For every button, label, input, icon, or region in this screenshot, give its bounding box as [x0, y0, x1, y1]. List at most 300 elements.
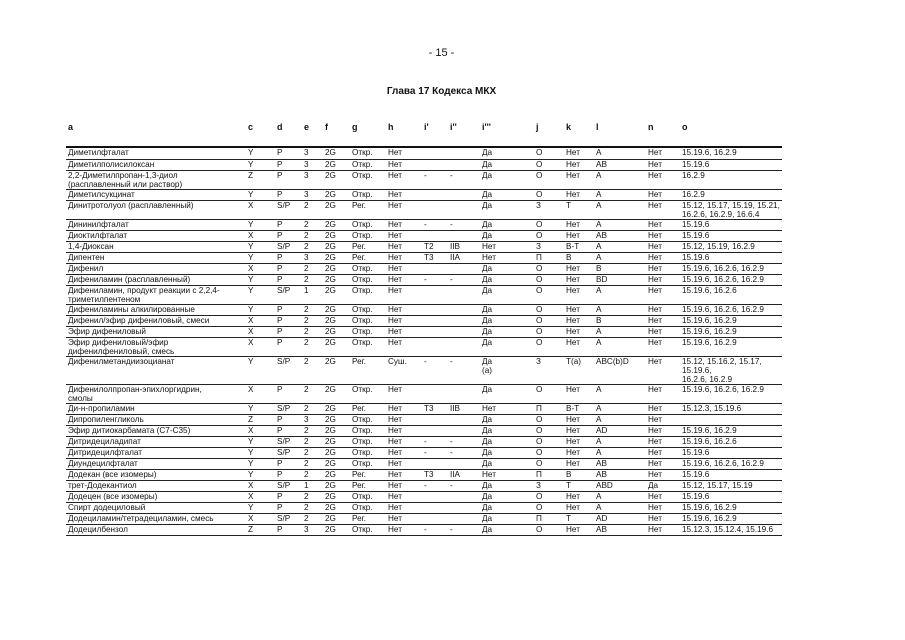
- cell-product-name: Диметилсукцинат: [66, 189, 246, 200]
- cell-pollution-category: Y: [246, 403, 275, 414]
- cell-special-requirements: 15.19.6, 16.2.9: [680, 425, 782, 436]
- column-header-row: [0, 122, 905, 136]
- table-row: [66, 263, 782, 274]
- cell-temperature-class: [422, 159, 448, 170]
- cell-special-requirements: 15.19.6, 16.2.6, 16.2.9: [680, 274, 782, 285]
- cell-temperature-class: [422, 425, 448, 436]
- cell-fire-protection: A: [594, 436, 646, 447]
- cell-pollution-category: X: [246, 337, 275, 356]
- cell-tank-type: 2G: [323, 326, 350, 337]
- cell-hazards: P: [275, 170, 302, 189]
- table-row: [66, 219, 782, 230]
- cell-tank-vents: Откр.: [350, 230, 386, 241]
- cell-hazards: P: [275, 458, 302, 469]
- cell-fire-protection: AB: [594, 524, 646, 535]
- cell-emergency-equipment: Нет: [646, 241, 680, 252]
- table-row: [66, 241, 782, 252]
- cell-fire-protection: ABC(b)D: [594, 356, 646, 384]
- cell-flashpoint-exceeds-60: Да: [480, 159, 534, 170]
- cell-apparatus-group: -: [448, 524, 480, 535]
- cell-flashpoint-exceeds-60: Да (a): [480, 356, 534, 384]
- table-row: [66, 315, 782, 326]
- cell-vapour-detection: Нет: [564, 189, 594, 200]
- cell-tank-environment: Нет: [386, 480, 422, 491]
- cell-tank-environment: Нет: [386, 230, 422, 241]
- cell-special-requirements: 15.12, 15.16.2, 15.17, 15.19.6, 16.2.6, 16.2.9: [680, 356, 782, 384]
- cell-fire-protection: ABD: [594, 480, 646, 491]
- cell-tank-vents: Откр.: [350, 337, 386, 356]
- cell-ship-type: 3: [302, 170, 323, 189]
- column-header-i3: i''': [482, 122, 491, 132]
- cell-emergency-equipment: Нет: [646, 263, 680, 274]
- cell-flashpoint-exceeds-60: Да: [480, 524, 534, 535]
- cell-ship-type: 1: [302, 285, 323, 304]
- cell-ship-type: 3: [302, 159, 323, 170]
- cell-product-name: Диметилполисилоксан: [66, 159, 246, 170]
- cell-gauging: O: [534, 189, 564, 200]
- cell-ship-type: 2: [302, 200, 323, 219]
- cell-fire-protection: B: [594, 315, 646, 326]
- cell-tank-vents: Откр.: [350, 458, 386, 469]
- cell-pollution-category: Y: [246, 219, 275, 230]
- cell-tank-type: 2G: [323, 502, 350, 513]
- cell-vapour-detection: Нет: [564, 159, 594, 170]
- cell-pollution-category: X: [246, 384, 275, 403]
- cell-vapour-detection: Нет: [564, 458, 594, 469]
- cell-vapour-detection: Нет: [564, 326, 594, 337]
- cell-hazards: P: [275, 148, 302, 159]
- table-row: [66, 159, 782, 170]
- cell-special-requirements: 15.19.6: [680, 469, 782, 480]
- cell-apparatus-group: [448, 189, 480, 200]
- cell-emergency-equipment: Нет: [646, 425, 680, 436]
- page-number: - 15 -: [428, 47, 455, 59]
- cell-vapour-detection: Нет: [564, 148, 594, 159]
- cell-emergency-equipment: Нет: [646, 148, 680, 159]
- table-row: [66, 274, 782, 285]
- cell-tank-type: 2G: [323, 513, 350, 524]
- cell-emergency-equipment: Нет: [646, 513, 680, 524]
- cell-apparatus-group: -: [448, 219, 480, 230]
- cell-tank-type: 2G: [323, 285, 350, 304]
- cell-apparatus-group: -: [448, 447, 480, 458]
- cell-ship-type: 3: [302, 148, 323, 159]
- cell-tank-type: 2G: [323, 524, 350, 535]
- cell-gauging: П: [534, 469, 564, 480]
- cell-flashpoint-exceeds-60: Да: [480, 170, 534, 189]
- cell-hazards: P: [275, 304, 302, 315]
- cell-pollution-category: Z: [246, 524, 275, 535]
- cell-apparatus-group: [448, 304, 480, 315]
- cell-vapour-detection: Нет: [564, 219, 594, 230]
- cell-hazards: P: [275, 502, 302, 513]
- cell-temperature-class: -: [422, 170, 448, 189]
- cell-product-name: Дипентен: [66, 252, 246, 263]
- cell-tank-vents: Рег.: [350, 200, 386, 219]
- cell-tank-vents: Откр.: [350, 384, 386, 403]
- cell-vapour-detection: Нет: [564, 436, 594, 447]
- cell-ship-type: 2: [302, 502, 323, 513]
- cell-tank-type: 2G: [323, 219, 350, 230]
- cell-tank-vents: Рег.: [350, 469, 386, 480]
- cell-tank-environment: Нет: [386, 241, 422, 252]
- table-body: [66, 148, 782, 535]
- cell-apparatus-group: [448, 502, 480, 513]
- cell-tank-vents: Рег.: [350, 403, 386, 414]
- cell-gauging: O: [534, 148, 564, 159]
- cell-emergency-equipment: Нет: [646, 230, 680, 241]
- cell-fire-protection: AB: [594, 469, 646, 480]
- cell-pollution-category: X: [246, 230, 275, 241]
- cell-gauging: O: [534, 170, 564, 189]
- cell-flashpoint-exceeds-60: Да: [480, 447, 534, 458]
- cell-ship-type: 2: [302, 384, 323, 403]
- table-row: [66, 458, 782, 469]
- cell-product-name: Дифенилметандиизоцианат: [66, 356, 246, 384]
- cell-hazards: P: [275, 384, 302, 403]
- cell-temperature-class: T2: [422, 241, 448, 252]
- cell-tank-vents: Откр.: [350, 263, 386, 274]
- cell-temperature-class: [422, 285, 448, 304]
- cell-special-requirements: 15.12.3, 15.19.6: [680, 403, 782, 414]
- cell-tank-environment: Нет: [386, 502, 422, 513]
- cell-gauging: O: [534, 337, 564, 356]
- cell-flashpoint-exceeds-60: Да: [480, 502, 534, 513]
- cell-special-requirements: 15.19.6, 16.2.6, 16.2.9: [680, 263, 782, 274]
- cell-vapour-detection: T: [564, 200, 594, 219]
- cell-temperature-class: [422, 337, 448, 356]
- cell-apparatus-group: [448, 425, 480, 436]
- cell-hazards: P: [275, 469, 302, 480]
- cell-special-requirements: 16.2.9: [680, 189, 782, 200]
- cell-emergency-equipment: Нет: [646, 469, 680, 480]
- cell-gauging: O: [534, 304, 564, 315]
- cell-product-name: Ди-н-пропиламин: [66, 403, 246, 414]
- cell-apparatus-group: [448, 285, 480, 304]
- column-header-e: e: [304, 122, 310, 132]
- cell-tank-type: 2G: [323, 480, 350, 491]
- table-row: [66, 480, 782, 491]
- cell-hazards: P: [275, 219, 302, 230]
- cell-flashpoint-exceeds-60: Да: [480, 425, 534, 436]
- cell-tank-environment: Нет: [386, 159, 422, 170]
- cell-tank-environment: Нет: [386, 189, 422, 200]
- cell-ship-type: 2: [302, 274, 323, 285]
- column-header-i1: i': [424, 122, 429, 132]
- cell-ship-type: 3: [302, 414, 323, 425]
- cell-temperature-class: -: [422, 356, 448, 384]
- cell-gauging: O: [534, 159, 564, 170]
- cell-temperature-class: [422, 384, 448, 403]
- cell-tank-environment: Нет: [386, 425, 422, 436]
- cell-emergency-equipment: Нет: [646, 403, 680, 414]
- cell-pollution-category: X: [246, 513, 275, 524]
- cell-tank-vents: Откр.: [350, 414, 386, 425]
- cell-flashpoint-exceeds-60: Да: [480, 513, 534, 524]
- cell-flashpoint-exceeds-60: Да: [480, 436, 534, 447]
- cell-pollution-category: Y: [246, 447, 275, 458]
- cell-gauging: П: [534, 403, 564, 414]
- cell-tank-environment: Нет: [386, 326, 422, 337]
- cell-special-requirements: 15.19.6, 16.2.9: [680, 148, 782, 159]
- cell-gauging: O: [534, 263, 564, 274]
- cell-special-requirements: 15.19.6: [680, 252, 782, 263]
- cell-temperature-class: [422, 263, 448, 274]
- cell-special-requirements: 15.19.6, 16.2.9: [680, 315, 782, 326]
- cell-temperature-class: -: [422, 436, 448, 447]
- cell-product-name: Дитридецилфталат: [66, 447, 246, 458]
- cell-gauging: П: [534, 513, 564, 524]
- cell-tank-type: 2G: [323, 315, 350, 326]
- cell-vapour-detection: Нет: [564, 425, 594, 436]
- cell-ship-type: 2: [302, 356, 323, 384]
- cell-tank-type: 2G: [323, 159, 350, 170]
- column-header-f: f: [325, 122, 328, 132]
- cell-tank-vents: Откр.: [350, 170, 386, 189]
- cell-hazards: S/P: [275, 200, 302, 219]
- cell-tank-vents: Откр.: [350, 436, 386, 447]
- cell-flashpoint-exceeds-60: Да: [480, 384, 534, 403]
- cell-fire-protection: A: [594, 502, 646, 513]
- cell-hazards: P: [275, 230, 302, 241]
- cell-temperature-class: [422, 491, 448, 502]
- cell-apparatus-group: IIB: [448, 403, 480, 414]
- cell-pollution-category: Z: [246, 170, 275, 189]
- cell-gauging: З: [534, 200, 564, 219]
- cell-pollution-category: Y: [246, 274, 275, 285]
- cell-vapour-detection: T: [564, 513, 594, 524]
- cell-tank-environment: Нет: [386, 263, 422, 274]
- cell-fire-protection: A: [594, 384, 646, 403]
- cell-tank-vents: Откр.: [350, 502, 386, 513]
- cell-fire-protection: AB: [594, 230, 646, 241]
- cell-fire-protection: A: [594, 170, 646, 189]
- cell-temperature-class: T3: [422, 403, 448, 414]
- cell-gauging: П: [534, 252, 564, 263]
- cell-hazards: P: [275, 159, 302, 170]
- cell-fire-protection: AB: [594, 458, 646, 469]
- cell-tank-vents: Откр.: [350, 219, 386, 230]
- cell-emergency-equipment: Нет: [646, 337, 680, 356]
- cell-flashpoint-exceeds-60: Да: [480, 200, 534, 219]
- table-row: [66, 337, 782, 356]
- cell-pollution-category: Y: [246, 159, 275, 170]
- document-title: Глава 17 Кодекса МКХ: [386, 86, 497, 97]
- cell-tank-vents: Откр.: [350, 189, 386, 200]
- cell-tank-vents: Рег.: [350, 252, 386, 263]
- cell-vapour-detection: T(a): [564, 356, 594, 384]
- cell-product-name: Додекан (все изомеры): [66, 469, 246, 480]
- cell-pollution-category: Y: [246, 469, 275, 480]
- cell-gauging: O: [534, 491, 564, 502]
- cell-fire-protection: A: [594, 252, 646, 263]
- cell-temperature-class: [422, 513, 448, 524]
- column-header-o: o: [682, 122, 688, 132]
- cell-flashpoint-exceeds-60: Нет: [480, 469, 534, 480]
- cell-tank-vents: Рег.: [350, 513, 386, 524]
- cell-fire-protection: A: [594, 148, 646, 159]
- cell-tank-type: 2G: [323, 491, 350, 502]
- cell-temperature-class: [422, 189, 448, 200]
- cell-vapour-detection: Нет: [564, 170, 594, 189]
- cell-tank-type: 2G: [323, 414, 350, 425]
- table-row: [66, 469, 782, 480]
- cell-tank-environment: Нет: [386, 315, 422, 326]
- cell-tank-type: 2G: [323, 263, 350, 274]
- cell-flashpoint-exceeds-60: Нет: [480, 252, 534, 263]
- cell-ship-type: 2: [302, 403, 323, 414]
- cell-vapour-detection: Нет: [564, 491, 594, 502]
- table-row: [66, 414, 782, 425]
- cell-gauging: O: [534, 230, 564, 241]
- cell-tank-type: 2G: [323, 447, 350, 458]
- cell-apparatus-group: -: [448, 170, 480, 189]
- cell-tank-vents: Рег.: [350, 241, 386, 252]
- column-header-g: g: [352, 122, 358, 132]
- cell-temperature-class: -: [422, 219, 448, 230]
- cell-tank-type: 2G: [323, 458, 350, 469]
- cell-temperature-class: [422, 502, 448, 513]
- cell-tank-environment: Нет: [386, 304, 422, 315]
- cell-apparatus-group: [448, 491, 480, 502]
- cell-gauging: O: [534, 458, 564, 469]
- cell-special-requirements: 15.12, 15.17, 15.19, 15.21, 16.2.6, 16.2.9, 16.6.4: [680, 200, 782, 219]
- cell-apparatus-group: [448, 458, 480, 469]
- cell-tank-type: 2G: [323, 189, 350, 200]
- cargo-table: [66, 148, 782, 536]
- cell-flashpoint-exceeds-60: Нет: [480, 241, 534, 252]
- cell-special-requirements: 15.19.6, 16.2.6: [680, 436, 782, 447]
- cell-vapour-detection: Нет: [564, 384, 594, 403]
- cell-hazards: P: [275, 315, 302, 326]
- cell-tank-vents: Откр.: [350, 447, 386, 458]
- cell-emergency-equipment: Нет: [646, 189, 680, 200]
- cell-product-name: Дитридециладипат: [66, 436, 246, 447]
- cell-gauging: O: [534, 219, 564, 230]
- cell-emergency-equipment: Нет: [646, 315, 680, 326]
- cell-tank-vents: Откр.: [350, 524, 386, 535]
- column-header-a: a: [68, 122, 74, 132]
- cell-emergency-equipment: Да: [646, 480, 680, 491]
- cell-temperature-class: [422, 200, 448, 219]
- cell-gauging: З: [534, 480, 564, 491]
- cell-ship-type: 2: [302, 337, 323, 356]
- cell-gauging: O: [534, 274, 564, 285]
- cell-gauging: З: [534, 241, 564, 252]
- cell-flashpoint-exceeds-60: Да: [480, 274, 534, 285]
- cell-vapour-detection: Нет: [564, 263, 594, 274]
- cell-ship-type: 2: [302, 447, 323, 458]
- cell-pollution-category: Y: [246, 436, 275, 447]
- cell-ship-type: 2: [302, 315, 323, 326]
- cell-vapour-detection: Нет: [564, 304, 594, 315]
- cell-product-name: Додецилбензол: [66, 524, 246, 535]
- cell-emergency-equipment: Нет: [646, 285, 680, 304]
- cell-hazards: S/P: [275, 403, 302, 414]
- cell-hazards: P: [275, 252, 302, 263]
- cell-ship-type: 3: [302, 252, 323, 263]
- cell-tank-vents: Откр.: [350, 285, 386, 304]
- cell-emergency-equipment: Нет: [646, 414, 680, 425]
- cell-temperature-class: -: [422, 447, 448, 458]
- cell-special-requirements: 15.12, 15.17, 15.19: [680, 480, 782, 491]
- cell-pollution-category: Y: [246, 502, 275, 513]
- cell-pollution-category: Y: [246, 304, 275, 315]
- cell-tank-environment: Нет: [386, 513, 422, 524]
- cell-tank-environment: Нет: [386, 200, 422, 219]
- cell-tank-environment: Нет: [386, 447, 422, 458]
- cell-temperature-class: -: [422, 274, 448, 285]
- cell-emergency-equipment: Нет: [646, 170, 680, 189]
- table-row: [66, 403, 782, 414]
- cell-fire-protection: AD: [594, 513, 646, 524]
- cell-apparatus-group: [448, 230, 480, 241]
- cell-product-name: Эфир дитиокарбамата (C7-C35): [66, 425, 246, 436]
- cell-hazards: P: [275, 414, 302, 425]
- cell-hazards: P: [275, 274, 302, 285]
- cell-fire-protection: AD: [594, 425, 646, 436]
- cell-hazards: S/P: [275, 480, 302, 491]
- table-row: [66, 304, 782, 315]
- cell-temperature-class: [422, 414, 448, 425]
- cell-tank-type: 2G: [323, 200, 350, 219]
- cell-temperature-class: [422, 315, 448, 326]
- cell-apparatus-group: [448, 315, 480, 326]
- cell-flashpoint-exceeds-60: Да: [480, 189, 534, 200]
- table-row: [66, 252, 782, 263]
- cell-fire-protection: A: [594, 326, 646, 337]
- cell-apparatus-group: IIA: [448, 469, 480, 480]
- cell-apparatus-group: [448, 337, 480, 356]
- cell-special-requirements: 15.19.6, 16.2.6, 16.2.9: [680, 384, 782, 403]
- cell-tank-environment: Нет: [386, 219, 422, 230]
- cell-flashpoint-exceeds-60: Да: [480, 315, 534, 326]
- cell-temperature-class: -: [422, 524, 448, 535]
- cell-tank-type: 2G: [323, 436, 350, 447]
- cell-tank-type: 2G: [323, 337, 350, 356]
- cell-fire-protection: A: [594, 200, 646, 219]
- cell-hazards: P: [275, 189, 302, 200]
- cell-product-name: Диметилфталат: [66, 148, 246, 159]
- cell-apparatus-group: -: [448, 356, 480, 384]
- cell-tank-type: 2G: [323, 403, 350, 414]
- cell-emergency-equipment: Нет: [646, 200, 680, 219]
- cell-hazards: P: [275, 326, 302, 337]
- cell-apparatus-group: IIA: [448, 252, 480, 263]
- cell-tank-environment: Нет: [386, 337, 422, 356]
- cell-fire-protection: A: [594, 414, 646, 425]
- table-row: [66, 326, 782, 337]
- table-row: [66, 513, 782, 524]
- cell-special-requirements: 15.19.6: [680, 447, 782, 458]
- cell-ship-type: 2: [302, 219, 323, 230]
- cell-special-requirements: 15.19.6, 16.2.9: [680, 337, 782, 356]
- cell-flashpoint-exceeds-60: Да: [480, 304, 534, 315]
- cell-tank-environment: Нет: [386, 170, 422, 189]
- cell-pollution-category: Z: [246, 414, 275, 425]
- cell-tank-environment: Нет: [386, 148, 422, 159]
- cell-tank-type: 2G: [323, 170, 350, 189]
- cell-flashpoint-exceeds-60: Да: [480, 263, 534, 274]
- cell-vapour-detection: Нет: [564, 524, 594, 535]
- cell-vapour-detection: T: [564, 480, 594, 491]
- cell-product-name: Дифениламин (расплавленный): [66, 274, 246, 285]
- cell-gauging: O: [534, 436, 564, 447]
- cell-pollution-category: X: [246, 326, 275, 337]
- cell-apparatus-group: [448, 513, 480, 524]
- cell-temperature-class: -: [422, 480, 448, 491]
- cell-hazards: S/P: [275, 241, 302, 252]
